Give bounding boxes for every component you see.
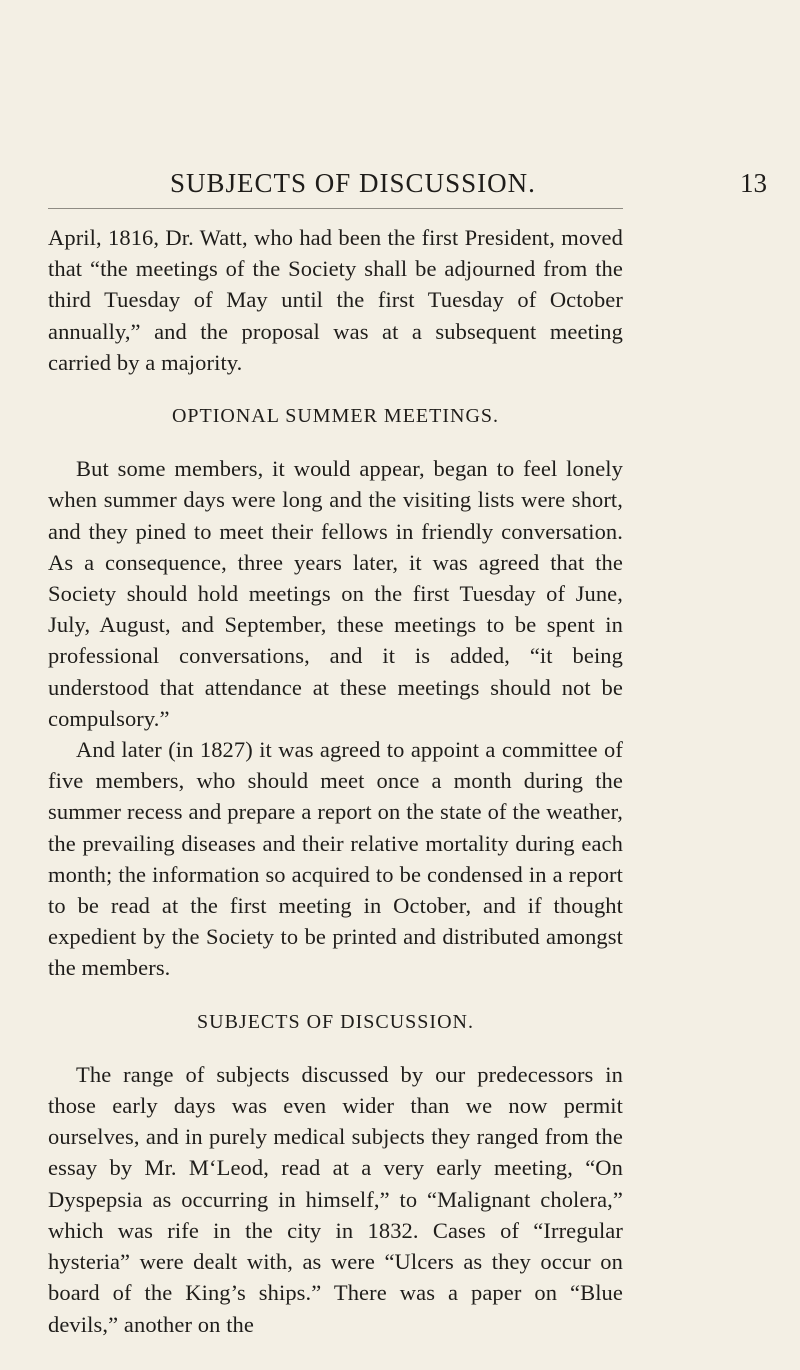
- body-text: [48, 222, 623, 1340]
- paragraph-dr-watt-proposal: April, 1816, Dr. Watt, who had been the first President, moved that “the meetings of the Society shall be adjourned from the third Tuesday of May until the first Tuesday of October annually,” and the proposal was at a subsequent meeting carried by a majority.: [48, 225, 623, 375]
- heading-subjects-of-discussion: SUBJECTS OF DISCUSSION.: [197, 1010, 474, 1033]
- running-head: [170, 168, 800, 200]
- page-number: 13: [740, 168, 767, 198]
- paragraph-subjects-discussed: The range of subjects discussed by our predecessors in those early days was even wider than we now permit ourselves, and in purely medical subjects they ranged from the essay by Mr. M‘Leod, read at a very early meeting, “On Dyspepsia as occurring in himself,” to “Malignant cholera,” which was rife in the city in 1832. Cases of “Irregular hysteria” were dealt with, as were “Ulcers as they occur on board of the King’s ships.” There was a paper on “Blue devils,” another on the: [48, 1061, 623, 1337]
- heading-optional-summer-meetings: OPTIONAL SUMMER MEETINGS.: [171, 405, 500, 428]
- paragraph-weather-committee: And later (in 1827) it was agreed to appoint a committee of five members, who should meet once a month during the summer recess and prepare a report on the state of the weather, the prevailing diseases and their relative mortality during each month; the information so acquired to be condensed in a report to be read at the first meeting in October, and if thought expedient by the Society to be printed and distributed amongst the members.: [48, 737, 623, 981]
- paragraph-summer-meetings: But some members, it would appear, began to feel lonely when summer days were long and the visiting lists were short, and they pined to meet their fellows in friendly conversation. As a consequence, three years later, it was agreed that the Society should hold meetings on the first Tuesday of June, July, August, and September, these meetings to be spent in professional conversations, and it is added, “it being understood that attendance at these meetings should not be compulsory.”: [48, 456, 623, 731]
- header-rule: [48, 208, 623, 209]
- running-title: SUBJECTS OF DISCUSSION.: [170, 168, 536, 198]
